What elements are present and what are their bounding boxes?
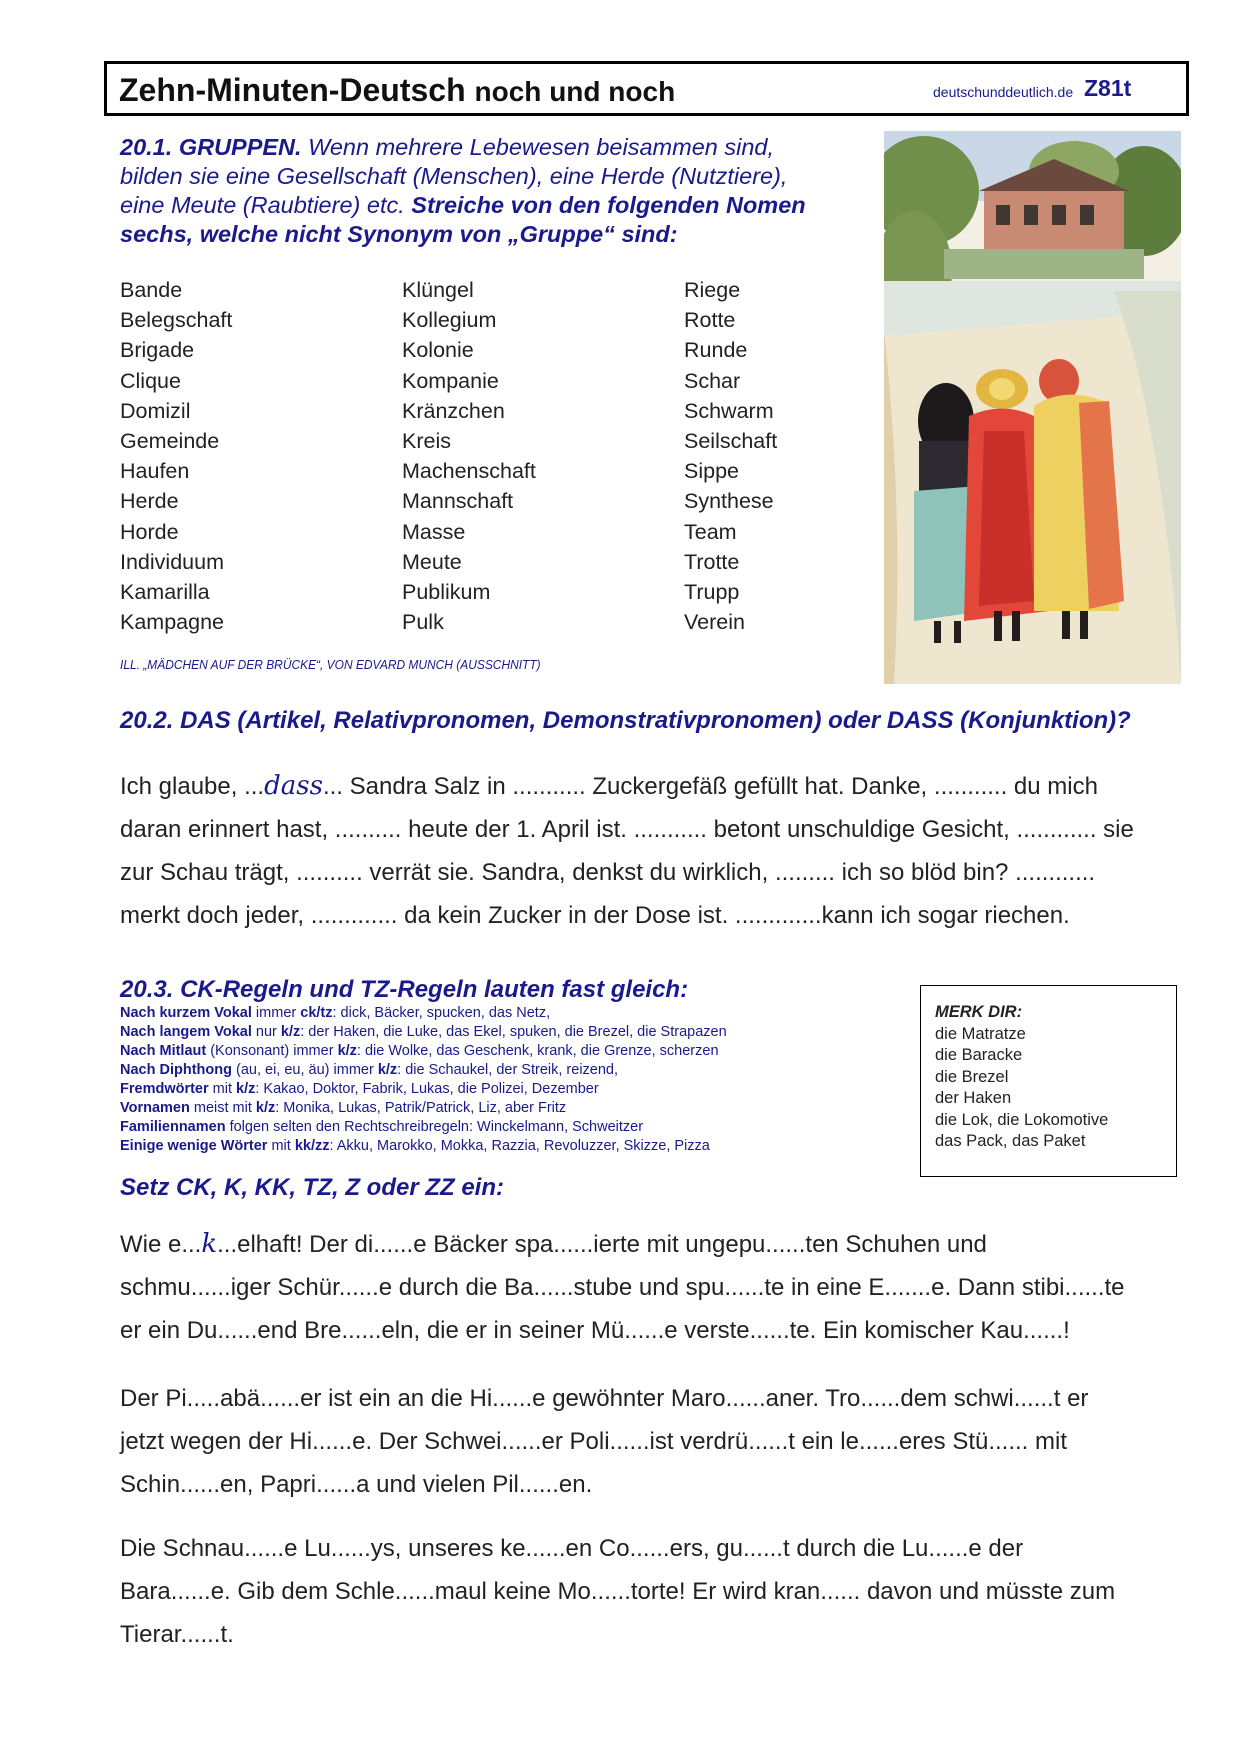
rule-keyword: k/z: [377, 1062, 398, 1078]
s202-line-1-pre: Ich glaube, ...: [120, 773, 265, 800]
rule-keyword: Fremdwörter: [120, 1081, 209, 1097]
rule-keyword: k/z: [236, 1081, 256, 1097]
rule-line: [120, 1004, 920, 1023]
word-item: Klüngel: [402, 278, 474, 302]
s202-line-3: zur Schau trägt, .......... verrät sie. Sandra, denkst du wirklich, ......... ich so blöd bin? ............: [120, 859, 1096, 886]
word-item: Bande: [120, 278, 183, 302]
rule-text: (au, ei, eu, äu) immer: [231, 1062, 378, 1078]
rule-text: : die Wolke, das Geschenk, krank, die Grenze, scherzen: [356, 1043, 719, 1059]
rule-keyword: k/z: [280, 1024, 301, 1040]
s201-intro-3: eine Meute (Raubtiere) etc.: [120, 192, 405, 218]
word-item: Machenschaft: [402, 459, 536, 484]
merk-item: der Haken: [935, 1089, 1012, 1107]
ex1-line-3: er ein Du......end Bre......eln, die er in seiner Mü......e verste......te. Ein komischer Kau......!: [120, 1317, 1070, 1344]
rule-line: [120, 1137, 920, 1156]
merk-dir-box: [920, 985, 1177, 1177]
word-item: Masse: [402, 519, 466, 544]
rule-text: immer: [251, 1005, 301, 1021]
word-item: Kränzchen: [402, 398, 505, 423]
rule-keyword: k/z: [255, 1100, 276, 1116]
s201-task-2: sechs, welche nicht Synonym von „Gruppe“ sind:: [120, 221, 678, 247]
ex2-line-3: Schin......en, Papri......a und vielen Pil......en.: [120, 1471, 593, 1498]
rule-keyword: kk/zz: [294, 1138, 330, 1154]
rule-text: : Monika, Lukas, Patrik/Patrick, Liz, aber Fritz: [275, 1100, 567, 1116]
merk-item: die Baracke: [935, 1046, 1023, 1064]
section-202-exercise: [120, 764, 1190, 936]
word-item: Individuum: [120, 549, 224, 574]
rule-line: [120, 1061, 920, 1080]
rule-text: : der Haken, die Luke, das Ekel, spuken, die Brezel, die Strapazen: [300, 1024, 727, 1040]
s202-line-2: daran erinnert hast, .......... heute der 1. April ist. ........... betont unschuldige Gesicht, ............ sie: [120, 816, 1134, 843]
word-item: Synthese: [684, 489, 774, 514]
munch-painting-illustration: [884, 131, 1181, 684]
word-item: Kamarilla: [120, 580, 210, 605]
word-item: Verein: [684, 610, 745, 635]
s201-intro-2: bilden sie eine Gesellschaft (Menschen), eine Herde (Nutztiere),: [120, 163, 788, 189]
word-item: Domizil: [120, 398, 191, 423]
word-item: Riege: [684, 278, 741, 302]
word-item: Herde: [120, 489, 179, 514]
word-item: Kreis: [402, 429, 451, 454]
word-item: Trotte: [684, 549, 740, 574]
exercise-paragraph-3: [120, 1527, 1115, 1656]
word-item: Clique: [120, 368, 181, 393]
rule-text: : Kakao, Doktor, Fabrik, Lukas, die Polizei, Dezember: [255, 1081, 599, 1097]
exercise-instruction: Setz CK, K, KK, TZ, Z oder ZZ ein:: [120, 1174, 504, 1201]
rule-line: [120, 1023, 920, 1042]
s201-task-1: Streiche von den folgenden Nomen: [411, 192, 806, 218]
rule-line: [120, 1042, 920, 1061]
site-name: deutschunddeutlich.de: [933, 84, 1074, 100]
rule-text: : Akku, Marokko, Mokka, Razzia, Revoluzzer, Skizze, Pizza: [329, 1138, 710, 1154]
word-item: Mannschaft: [402, 489, 514, 514]
s201-intro-1: Wenn mehrere Lebewesen beisammen sind,: [308, 134, 774, 160]
s202-number: 20.2.: [120, 707, 174, 734]
word-item: Pulk: [402, 610, 444, 635]
word-item: Meute: [402, 549, 462, 574]
merk-item: die Brezel: [935, 1067, 1009, 1086]
word-column-1: [120, 275, 232, 637]
word-column-3: [684, 275, 777, 637]
section-202-heading: [120, 707, 1131, 735]
ex2-line-1: Der Pi.....abä......er ist ein an die Hi......e gewöhnter Maro......aner. Tro......dem schwi......t er: [120, 1385, 1089, 1412]
rule-keyword: Einige wenige Wörter: [120, 1138, 268, 1154]
word-item: Schwarm: [684, 398, 774, 423]
exercise-paragraph-1: [120, 1223, 1125, 1352]
rule-keyword: Vornamen: [120, 1100, 190, 1116]
s203-number: 20.3.: [120, 976, 174, 1003]
ex1-example-answer: k: [201, 1229, 218, 1259]
word-item: Seilschaft: [684, 429, 778, 454]
rule-keyword: Familiennamen: [120, 1119, 226, 1135]
s202-title: DAS (Artikel, Relativpronomen, Demonstrativpronomen) oder DASS (Konjunktion)?: [180, 707, 1131, 734]
word-item: Sippe: [684, 459, 739, 484]
merk-item: die Matratze: [935, 1024, 1026, 1043]
rule-text: (Konsonant) immer: [206, 1043, 338, 1059]
word-item: Rotte: [684, 308, 736, 333]
word-item: Schar: [684, 368, 741, 393]
title-main: Zehn-Minuten-Deutsch: [119, 72, 466, 108]
s201-number: 20.1.: [120, 134, 173, 160]
s202-line-4: merkt doch jeder, ............. da kein Zucker in der Dose ist. .............kann ich sogar riechen.: [120, 902, 1070, 929]
title-sub: noch und noch: [474, 76, 676, 107]
s202-line-1-post: ... Sandra Salz in ........... Zuckergefäß gefüllt hat. Danke, ........... du mich: [322, 773, 1098, 800]
word-item: Haufen: [120, 459, 190, 484]
s203-title: CK-Regeln und TZ-Regeln lauten fast gleich:: [180, 976, 689, 1003]
rule-text: mit: [267, 1138, 295, 1154]
merk-item: das Pack, das Paket: [935, 1132, 1086, 1150]
section-203-heading: [120, 976, 688, 1004]
illustration-caption: ILL. „MÄDCHEN AUF DER BRÜCKE“, VON EDVARD MUNCH (AUSSCHNITT): [120, 657, 541, 672]
word-item: Trupp: [684, 580, 740, 605]
word-column-2: [402, 275, 536, 637]
word-item: Team: [684, 519, 737, 544]
worksheet-code: Z81t: [1084, 75, 1132, 101]
rule-text: nur: [251, 1024, 281, 1040]
ex2-line-2: jetzt wegen der Hi......e. Der Schwei......er Poli......ist verdrü......t ein le......eres Stü...... mit: [120, 1428, 1068, 1455]
word-item: Horde: [120, 519, 179, 544]
rule-keyword: Nach Mitlaut: [120, 1043, 207, 1059]
word-item: Belegschaft: [120, 308, 233, 333]
rule-line: [120, 1118, 920, 1137]
word-item: Kompanie: [402, 368, 499, 393]
word-item: Kampagne: [120, 610, 224, 635]
word-item: Kollegium: [402, 308, 497, 333]
section-201-intro: [120, 133, 885, 249]
ex1-line-1-post: ...elhaft! Der di......e Bäcker spa......ierte mit ungepu......ten Schuhen und: [217, 1231, 987, 1258]
rules-list: [120, 1004, 920, 1156]
ex3-line-3: Tierar......t.: [120, 1621, 234, 1648]
ex1-line-2: schmu......iger Schür......e durch die Ba......stube und spu......te in eine E.......e. Dann stibi......te: [120, 1274, 1125, 1301]
rule-keyword: k/z: [337, 1043, 357, 1059]
header-box: [104, 61, 1189, 116]
ex3-line-2: Bara......e. Gib dem Schle......maul keine Mo......torte! Er wird kran...... davon und müsste zum: [120, 1578, 1116, 1605]
rule-keyword: Nach Diphthong: [120, 1062, 232, 1078]
rule-keyword: Nach kurzem Vokal: [120, 1005, 252, 1021]
rule-keyword: Nach langem Vokal: [120, 1024, 252, 1040]
rule-text: : dick, Bäcker, spucken, das Netz,: [332, 1005, 551, 1021]
word-item: Kolonie: [402, 338, 474, 363]
exercise-paragraph-2: [120, 1377, 1088, 1506]
word-item: Runde: [684, 338, 748, 363]
merk-items: [935, 1024, 1162, 1153]
word-item: Publikum: [402, 580, 491, 605]
rule-text: mit: [208, 1081, 237, 1097]
s201-title: GRUPPEN.: [178, 134, 302, 160]
rule-text: folgen selten den Rechtschreibregeln: Winckelmann, Schweitzer: [225, 1119, 644, 1135]
rule-keyword: ck/tz: [300, 1005, 333, 1021]
rule-line: [120, 1099, 920, 1118]
merk-item: die Lok, die Lokomotive: [935, 1110, 1109, 1129]
word-item: Gemeinde: [120, 429, 220, 454]
merk-title: MERK DIR:: [935, 1003, 1023, 1021]
ex3-line-1: Die Schnau......e Lu......ys, unseres ke......en Co......ers, gu......t durch die Lu......e der: [120, 1535, 1024, 1562]
rule-text: : die Schaukel, der Streik, reizend,: [397, 1062, 619, 1078]
word-item: Brigade: [120, 338, 195, 363]
page-title: [119, 72, 675, 109]
rule-line: [120, 1080, 920, 1099]
s202-example-answer: dass: [264, 771, 323, 801]
rule-text: meist mit: [189, 1100, 256, 1116]
ex1-line-1-pre: Wie e...: [120, 1231, 202, 1258]
